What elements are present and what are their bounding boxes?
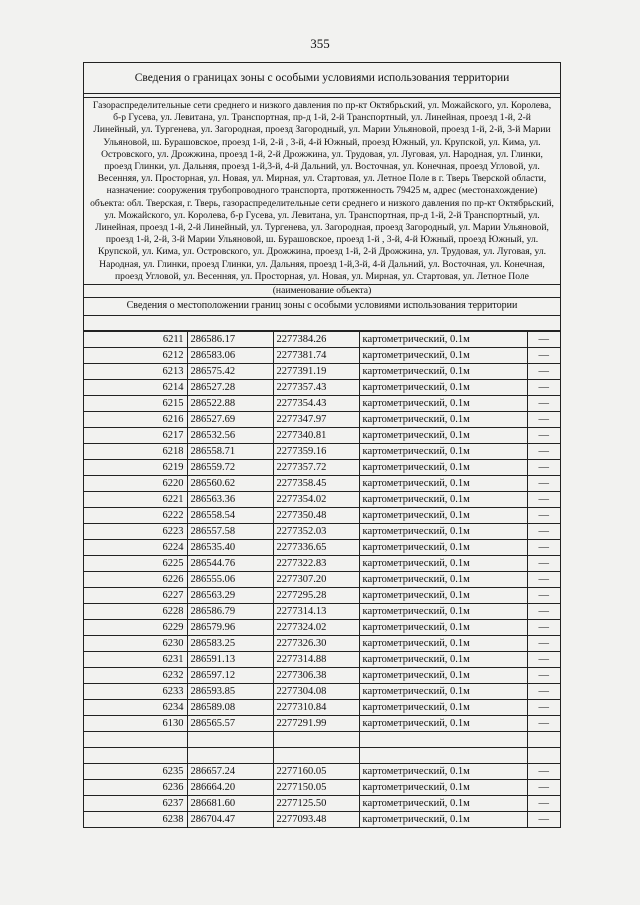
coord-x-cell: 286544.76 — [187, 556, 273, 572]
coord-x-cell: 286527.28 — [187, 380, 273, 396]
coord-x-cell: 286657.24 — [187, 764, 273, 780]
point-number-cell: 6233 — [84, 684, 187, 700]
error-value-cell: — — [527, 348, 560, 364]
coord-x-cell: 286575.42 — [187, 364, 273, 380]
coord-y-cell: 2277350.48 — [273, 508, 359, 524]
coord-y-cell: 2277314.13 — [273, 604, 359, 620]
determination-method-cell: картометрический, 0.1м — [359, 700, 527, 716]
coord-x-cell: 286591.13 — [187, 652, 273, 668]
coord-y-cell: 2277324.02 — [273, 620, 359, 636]
point-number-cell: 6231 — [84, 652, 187, 668]
error-value-cell: — — [527, 364, 560, 380]
zone-boundary-form — [83, 62, 561, 828]
coord-y-cell: 2277310.84 — [273, 700, 359, 716]
determination-method-cell: картометрический, 0.1м — [359, 348, 527, 364]
error-value-cell: — — [527, 332, 560, 348]
table-row — [84, 604, 560, 620]
error-value-cell: — — [527, 540, 560, 556]
coord-y-cell: 2277150.05 — [273, 780, 359, 796]
table-row — [84, 684, 560, 700]
coord-y-cell: 2277295.28 — [273, 588, 359, 604]
determination-method-cell: картометрический, 0.1м — [359, 492, 527, 508]
point-number-cell: 6216 — [84, 412, 187, 428]
error-value-cell: — — [527, 684, 560, 700]
table-row — [84, 796, 560, 812]
empty-cell — [84, 748, 187, 764]
empty-cell — [527, 748, 560, 764]
point-number-cell: 6220 — [84, 476, 187, 492]
coord-x-cell: 286555.06 — [187, 572, 273, 588]
coord-y-cell: 2277381.74 — [273, 348, 359, 364]
point-number-cell: 6219 — [84, 460, 187, 476]
table-row — [84, 412, 560, 428]
empty-cell — [273, 748, 359, 764]
determination-method-cell: картометрический, 0.1м — [359, 412, 527, 428]
point-number-cell: 6226 — [84, 572, 187, 588]
coord-x-cell: 286535.40 — [187, 540, 273, 556]
empty-cell — [359, 748, 527, 764]
point-number-cell: 6234 — [84, 700, 187, 716]
determination-method-cell: картометрический, 0.1м — [359, 812, 527, 828]
point-number-cell: 6237 — [84, 796, 187, 812]
coordinates-table-body — [84, 332, 560, 828]
point-number-cell: 6217 — [84, 428, 187, 444]
coord-y-cell: 2277347.97 — [273, 412, 359, 428]
coord-x-cell: 286565.57 — [187, 716, 273, 732]
error-value-cell: — — [527, 396, 560, 412]
determination-method-cell: картометрический, 0.1м — [359, 764, 527, 780]
table-row — [84, 476, 560, 492]
table-row — [84, 460, 560, 476]
table-row — [84, 444, 560, 460]
table-row — [84, 428, 560, 444]
coord-x-cell: 286597.12 — [187, 668, 273, 684]
empty-cell — [187, 748, 273, 764]
point-number-cell: 6227 — [84, 588, 187, 604]
coord-y-cell: 2277358.45 — [273, 476, 359, 492]
determination-method-cell: картометрический, 0.1м — [359, 684, 527, 700]
error-value-cell: — — [527, 700, 560, 716]
error-value-cell: — — [527, 380, 560, 396]
determination-method-cell: картометрический, 0.1м — [359, 636, 527, 652]
table-row — [84, 524, 560, 540]
determination-method-cell: картометрический, 0.1м — [359, 572, 527, 588]
coord-y-cell: 2277306.38 — [273, 668, 359, 684]
error-value-cell: — — [527, 572, 560, 588]
coord-y-cell: 2277093.48 — [273, 812, 359, 828]
point-number-cell: 6223 — [84, 524, 187, 540]
point-number-cell: 6211 — [84, 332, 187, 348]
point-number-cell: 6232 — [84, 668, 187, 684]
determination-method-cell: картометрический, 0.1м — [359, 444, 527, 460]
determination-method-cell: картометрический, 0.1м — [359, 620, 527, 636]
point-number-cell: 6213 — [84, 364, 187, 380]
coord-x-cell: 286586.17 — [187, 332, 273, 348]
coord-y-cell: 2277357.72 — [273, 460, 359, 476]
determination-method-cell: картометрический, 0.1м — [359, 780, 527, 796]
error-value-cell: — — [527, 492, 560, 508]
coord-x-cell: 286586.79 — [187, 604, 273, 620]
empty-cell — [359, 732, 527, 748]
error-value-cell: — — [527, 812, 560, 828]
table-row — [84, 812, 560, 828]
table-row — [84, 572, 560, 588]
coord-y-cell: 2277336.65 — [273, 540, 359, 556]
coord-x-cell: 286557.58 — [187, 524, 273, 540]
point-number-cell: 6214 — [84, 380, 187, 396]
error-value-cell: — — [527, 652, 560, 668]
coordinates-table — [84, 331, 560, 828]
coord-y-cell: 2277359.16 — [273, 444, 359, 460]
coord-y-cell: 2277160.05 — [273, 764, 359, 780]
table-row — [84, 764, 560, 780]
coord-y-cell: 2277322.83 — [273, 556, 359, 572]
coord-y-cell: 2277384.26 — [273, 332, 359, 348]
table-row — [84, 700, 560, 716]
determination-method-cell: картометрический, 0.1м — [359, 508, 527, 524]
table-row — [84, 588, 560, 604]
error-value-cell: — — [527, 556, 560, 572]
error-value-cell: — — [527, 508, 560, 524]
separator-row — [84, 748, 560, 764]
table-row — [84, 332, 560, 348]
determination-method-cell: картометрический, 0.1м — [359, 796, 527, 812]
separator-row — [84, 732, 560, 748]
point-number-cell: 6228 — [84, 604, 187, 620]
coord-x-cell: 286583.06 — [187, 348, 273, 364]
coord-y-cell: 2277304.08 — [273, 684, 359, 700]
table-row — [84, 540, 560, 556]
coord-y-cell: 2277340.81 — [273, 428, 359, 444]
coord-x-cell: 286704.47 — [187, 812, 273, 828]
point-number-cell: 6229 — [84, 620, 187, 636]
error-value-cell: — — [527, 620, 560, 636]
point-number-cell: 6221 — [84, 492, 187, 508]
error-value-cell: — — [527, 604, 560, 620]
coord-y-cell: 2277354.02 — [273, 492, 359, 508]
coord-y-cell: 2277307.20 — [273, 572, 359, 588]
coord-x-cell: 286527.69 — [187, 412, 273, 428]
coord-x-cell: 286560.62 — [187, 476, 273, 492]
determination-method-cell: картометрический, 0.1м — [359, 428, 527, 444]
error-value-cell: — — [527, 716, 560, 732]
error-value-cell: — — [527, 412, 560, 428]
coord-x-cell: 286563.29 — [187, 588, 273, 604]
object-description: Газораспределительные сети среднего и низкого давления по пр-кт Октябрьский, ул. Можайского, ул. Королева, б-р Гусева, ул. Левитана, ул. Транспортная, пр-д 1-й, 2-й Транспортный, ул. Линейная, проезд 1-й, 2-й Линейный, ул. Тургенева, ул. Загородная, проезд Загородный, ул. Марии Ульяновой, проезд 1-й, 2-й, 3-й Марии Ульяновой, ш. Бурашовское, проезд 1-й, 2-й , 3-й, 4-й Южный, проезд Южный, ул. Крупской, ул. Кима, ул. Островского, ул. Дрожжина, проезд 1-й, 2-й Дрожжина, ул. Трудовая, ул. Луговая, ул. Народная, ул. Глинки, проезд Глинки, ул. Дальняя, проезд 1-й,3-й, 4-й Дальний, ул. Восточная, ул. Конечная, проезд Угловой, ул. Весенняя, ул. Просторная, ул. Новая, ул. Мирная, ул. Стартовая, ул. Летное Поле в г. Тверь Тверской области, назначение: сооружения трубопроводного транспорта, протяженность 79425 м, адрес (местонахождение) объекта: обл. Тверская, г. Тверь, газораспределительные сети среднего и низкого давления по пр-кт Октябрьский, ул. Можайского, ул. Королева, б-р Гусева, ул. Левитана, ул. Транспортная, пр-д 1-й, 2-й Транспортный, ул. Линейная, проезд 1-й, 2-й Линейный, ул. Тургенева, ул. Загородная, проезд Загородный, ул. Марии Ульяновой, проезд 1-й, 2-й, 3-й Марии Ульяновой, ш. Бурашовское, проезд 1-й , 3-й, 4-й Южный, проезд Южный, ул. Крупской, ул. Кима, ул. Островского, ул. Дрожжина, проезд 1-й, 2-й Дрожжина, ул. Трудовая, ул. Луговая, ул. Народная, ул. Глинки, проезд Глинки, ул. Дальняя, проезд 1-й,3-й, 4-й Дальний, ул. Восточная, ул. Конечная, проезд Угловой, ул. Весенняя, ул. Просторная, ул. Новая, ул. Мирная, ул. Стартовая, ул. Летное Поле — [90, 100, 554, 282]
point-number-cell: 6225 — [84, 556, 187, 572]
determination-method-cell: картометрический, 0.1м — [359, 476, 527, 492]
coord-x-cell: 286579.96 — [187, 620, 273, 636]
point-number-cell: 6230 — [84, 636, 187, 652]
table-row — [84, 492, 560, 508]
coord-y-cell: 2277357.43 — [273, 380, 359, 396]
form-title: Сведения о границах зоны с особыми условиями использования территории — [84, 63, 560, 94]
coord-y-cell: 2277391.19 — [273, 364, 359, 380]
table-header-spacer — [84, 316, 560, 331]
error-value-cell: — — [527, 796, 560, 812]
coord-x-cell: 286532.56 — [187, 428, 273, 444]
determination-method-cell: картометрический, 0.1м — [359, 460, 527, 476]
error-value-cell: — — [527, 444, 560, 460]
coord-x-cell: 286558.54 — [187, 508, 273, 524]
table-row — [84, 780, 560, 796]
object-caption: (наименование объекта) — [84, 284, 560, 298]
empty-cell — [187, 732, 273, 748]
determination-method-cell: картометрический, 0.1м — [359, 524, 527, 540]
error-value-cell: — — [527, 428, 560, 444]
error-value-cell: — — [527, 636, 560, 652]
table-row — [84, 348, 560, 364]
table-row — [84, 556, 560, 572]
table-row — [84, 380, 560, 396]
determination-method-cell: картометрический, 0.1м — [359, 540, 527, 556]
empty-cell — [84, 732, 187, 748]
determination-method-cell: картометрический, 0.1м — [359, 364, 527, 380]
coord-x-cell: 286563.36 — [187, 492, 273, 508]
table-row — [84, 668, 560, 684]
coord-x-cell: 286589.08 — [187, 700, 273, 716]
coord-y-cell: 2277354.43 — [273, 396, 359, 412]
point-number-cell: 6212 — [84, 348, 187, 364]
table-row — [84, 364, 560, 380]
table-row — [84, 508, 560, 524]
determination-method-cell: картометрический, 0.1м — [359, 604, 527, 620]
location-header: Сведения о местоположении границ зоны с особыми условиями использования территории — [84, 298, 560, 316]
coord-y-cell: 2277326.30 — [273, 636, 359, 652]
error-value-cell: — — [527, 476, 560, 492]
point-number-cell: 6235 — [84, 764, 187, 780]
table-row — [84, 636, 560, 652]
point-number-cell: 6215 — [84, 396, 187, 412]
determination-method-cell: картометрический, 0.1м — [359, 588, 527, 604]
point-number-cell: 6238 — [84, 812, 187, 828]
determination-method-cell: картометрический, 0.1м — [359, 652, 527, 668]
empty-cell — [527, 732, 560, 748]
empty-cell — [273, 732, 359, 748]
coord-x-cell: 286681.60 — [187, 796, 273, 812]
coord-y-cell: 2277352.03 — [273, 524, 359, 540]
coord-x-cell: 286593.85 — [187, 684, 273, 700]
coord-x-cell: 286583.25 — [187, 636, 273, 652]
coord-y-cell: 2277291.99 — [273, 716, 359, 732]
error-value-cell: — — [527, 764, 560, 780]
point-number-cell: 6236 — [84, 780, 187, 796]
point-number-cell: 6130 — [84, 716, 187, 732]
error-value-cell: — — [527, 780, 560, 796]
table-row — [84, 652, 560, 668]
determination-method-cell: картометрический, 0.1м — [359, 380, 527, 396]
point-number-cell: 6218 — [84, 444, 187, 460]
table-row — [84, 396, 560, 412]
coord-y-cell: 2277125.50 — [273, 796, 359, 812]
table-row — [84, 716, 560, 732]
determination-method-cell: картометрический, 0.1м — [359, 716, 527, 732]
coord-y-cell: 2277314.88 — [273, 652, 359, 668]
coord-x-cell: 286559.72 — [187, 460, 273, 476]
point-number-cell: 6222 — [84, 508, 187, 524]
error-value-cell: — — [527, 668, 560, 684]
coord-x-cell: 286522.88 — [187, 396, 273, 412]
determination-method-cell: картометрический, 0.1м — [359, 556, 527, 572]
determination-method-cell: картометрический, 0.1м — [359, 396, 527, 412]
table-row — [84, 620, 560, 636]
determination-method-cell: картометрический, 0.1м — [359, 332, 527, 348]
coord-x-cell: 286664.20 — [187, 780, 273, 796]
error-value-cell: — — [527, 588, 560, 604]
error-value-cell: — — [527, 524, 560, 540]
page-number: 355 — [310, 36, 330, 51]
error-value-cell: — — [527, 460, 560, 476]
coord-x-cell: 286558.71 — [187, 444, 273, 460]
determination-method-cell: картометрический, 0.1м — [359, 668, 527, 684]
point-number-cell: 6224 — [84, 540, 187, 556]
